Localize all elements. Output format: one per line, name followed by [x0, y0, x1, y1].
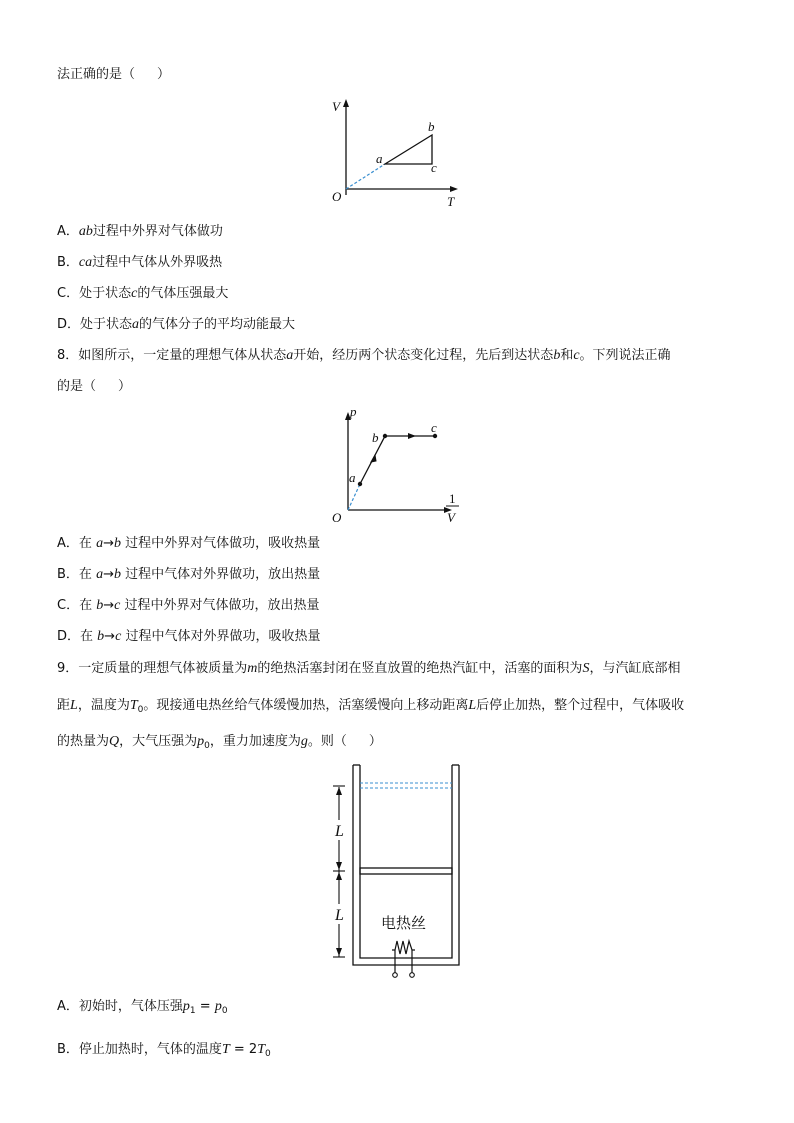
- q9-option-a: A．初始时，气体压强$p_1 = p_0$: [57, 999, 228, 1016]
- q7-vt-graph: [330, 95, 470, 210]
- q7-axis-v: V: [332, 99, 340, 114]
- q7-point-b: b: [428, 119, 435, 134]
- q8-x-num: 1: [449, 491, 456, 506]
- q9-label-l-upper: L: [335, 823, 344, 840]
- q8-option-b: B．在 a→b 过程中气体对外界做功，放出热量: [57, 567, 321, 582]
- q8-stem: 8．如图所示，一定量的理想气体从状态a开始，经历两个状态变化过程，先后到达状态b和c。下列说法正确: [57, 348, 671, 363]
- q9-option-b: B．停止加热时，气体的温度$T = 2T_0$: [57, 1042, 271, 1059]
- q8-option-d: D．在 b→c 过程中气体对外界做功，吸收热量: [57, 629, 321, 644]
- q7-option-d: D．处于状态a的气体分子的平均动能最大: [57, 317, 296, 332]
- q9-heater-label: 电热丝: [381, 914, 427, 932]
- q8-x-den: V: [447, 510, 455, 525]
- q7-stem-tail: 法正确的是（ ）: [57, 67, 171, 82]
- q7-origin: O: [332, 189, 342, 204]
- q9-label-l-lower: L: [335, 907, 344, 924]
- q8-origin: O: [332, 510, 342, 525]
- q8-option-a: A．在 a→b 过程中外界对气体做功，吸收热量: [57, 536, 321, 551]
- q9-cylinder-diagram: [325, 760, 470, 980]
- q7-option-c: C．处于状态c的气体压强最大: [57, 286, 229, 301]
- q9-stem-line1: 9．一定质量的理想气体被质量为m的绝热活塞封闭在竖直放置的绝热汽缸中，活塞的面积为S，与汽缸底部相: [57, 661, 681, 676]
- q7-option-b: B．ca过程中气体从外界吸热: [57, 255, 223, 270]
- q8-point-c: c: [431, 420, 437, 435]
- q8-stem-line2: 的是（ ）: [57, 379, 132, 394]
- q9-stem-line2: 距L，温度为$T_0$。现接通电热丝给气体缓慢加热，活塞缓慢向上移动距离L后停止加热，整个过程中，气体吸收: [57, 698, 685, 715]
- q7-point-c: c: [431, 160, 437, 175]
- q7-axis-t: T: [447, 194, 455, 209]
- q7-option-a: A．ab过程中外界对气体做功: [57, 224, 223, 239]
- q8-p-invv-graph: [330, 402, 470, 527]
- q7-point-a: a: [376, 151, 383, 166]
- q8-point-a: a: [349, 470, 356, 485]
- q8-point-b: b: [372, 430, 379, 445]
- q9-stem-line3: 的热量为Q，大气压强为$p_0$，重力加速度为g。则（ ）: [57, 734, 382, 751]
- q8-option-c: C．在 b→c 过程中外界对气体做功，放出热量: [57, 598, 320, 613]
- q8-axis-p: p: [350, 404, 357, 419]
